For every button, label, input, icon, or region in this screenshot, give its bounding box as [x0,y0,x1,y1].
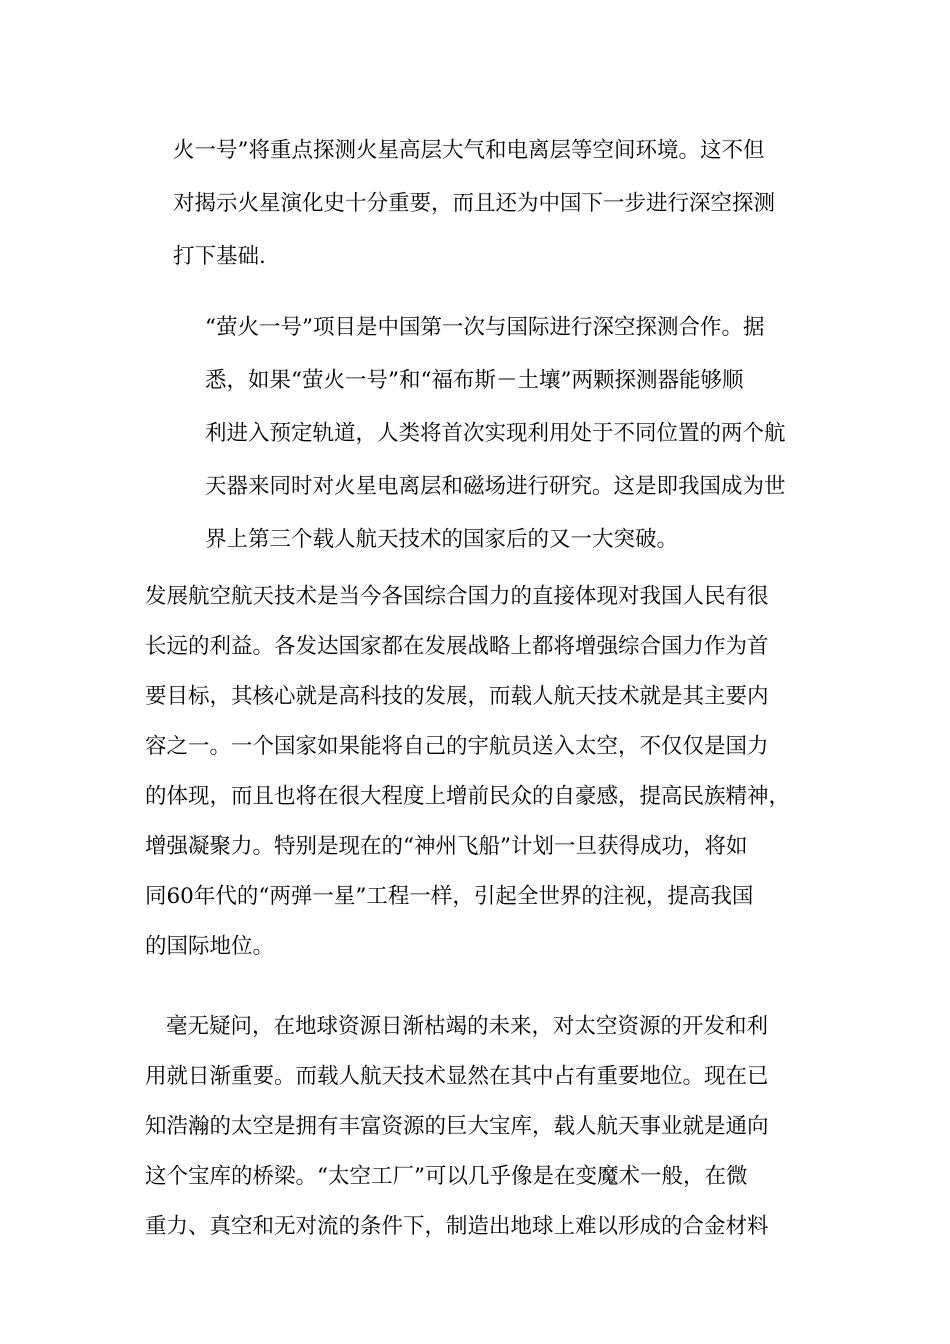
text-line: 悉，如果“萤火一号”和“福布斯－土壤”两颗探测器能够顺 [205,368,744,393]
paragraph-yinghuo-cooperation [205,317,786,582]
text-line: 打下基础. [173,244,266,269]
text-line: 界上第三个载人航天技术的国家后的又一大突破。 [205,527,679,552]
paragraph-space-resources [145,1016,769,1266]
text-line: 用就日渐重要。而载人航天技术显然在其中占有重要地位。现在已 [145,1064,769,1089]
text-line: 发展航空航天技术是当今各国综合国力的直接体现对我国人民有很 [145,584,769,609]
text-line: 对揭示火星演化史十分重要，而且还为中国下一步进行深空探测 [173,191,776,216]
text-line: 这个宝库的桥梁。“太空工厂”可以几乎像是在变魔术一般，在微 [145,1164,748,1189]
text-line: 的体现，而且也将在很大程度上增前民众的自豪感，提高民族精神， [145,784,791,809]
text-line: 容之一。一个国家如果能将自己的宇航员送入太空，不仅仅是国力 [145,734,769,759]
text-line: 长远的利益。各发达国家都在发展战略上都将增强综合国力作为首 [145,634,769,659]
text-line: 增强凝聚力。特别是现在的“神州飞船”计划一旦获得成功，将如 [145,834,748,859]
text-line: 火一号”将重点探测火星高层大气和电离层等空间环境。这不但 [173,138,765,163]
paragraph-aerospace-development [145,586,790,986]
text-line: 要目标，其核心就是高科技的发展，而载人航天技术就是其主要内 [145,684,769,709]
text-line: 毫无疑问，在地球资源日渐枯竭的未来，对太空资源的开发和利 [166,1014,769,1039]
text-line: 重力、真空和无对流的条件下，制造出地球上难以形成的合金材料 [145,1214,769,1239]
text-line: “萤火一号”项目是中国第一次与国际进行深空探测合作。据 [205,315,765,340]
text-line: 同60年代的“两弹一星”工程一样，引起全世界的注视，提高我国 [145,884,754,909]
paragraph-mars-probe [173,140,775,299]
text-line: 天器来同时对火星电离层和磁场进行研究。这是即我国成为世 [205,474,786,499]
text-line: 的国际地位。 [145,934,275,959]
text-line: 利进入预定轨道，人类将首次实现利用处于不同位置的两个航 [205,421,786,446]
text-line: 知浩瀚的太空是拥有丰富资源的巨大宝库，载人航天事业就是通向 [145,1114,769,1139]
